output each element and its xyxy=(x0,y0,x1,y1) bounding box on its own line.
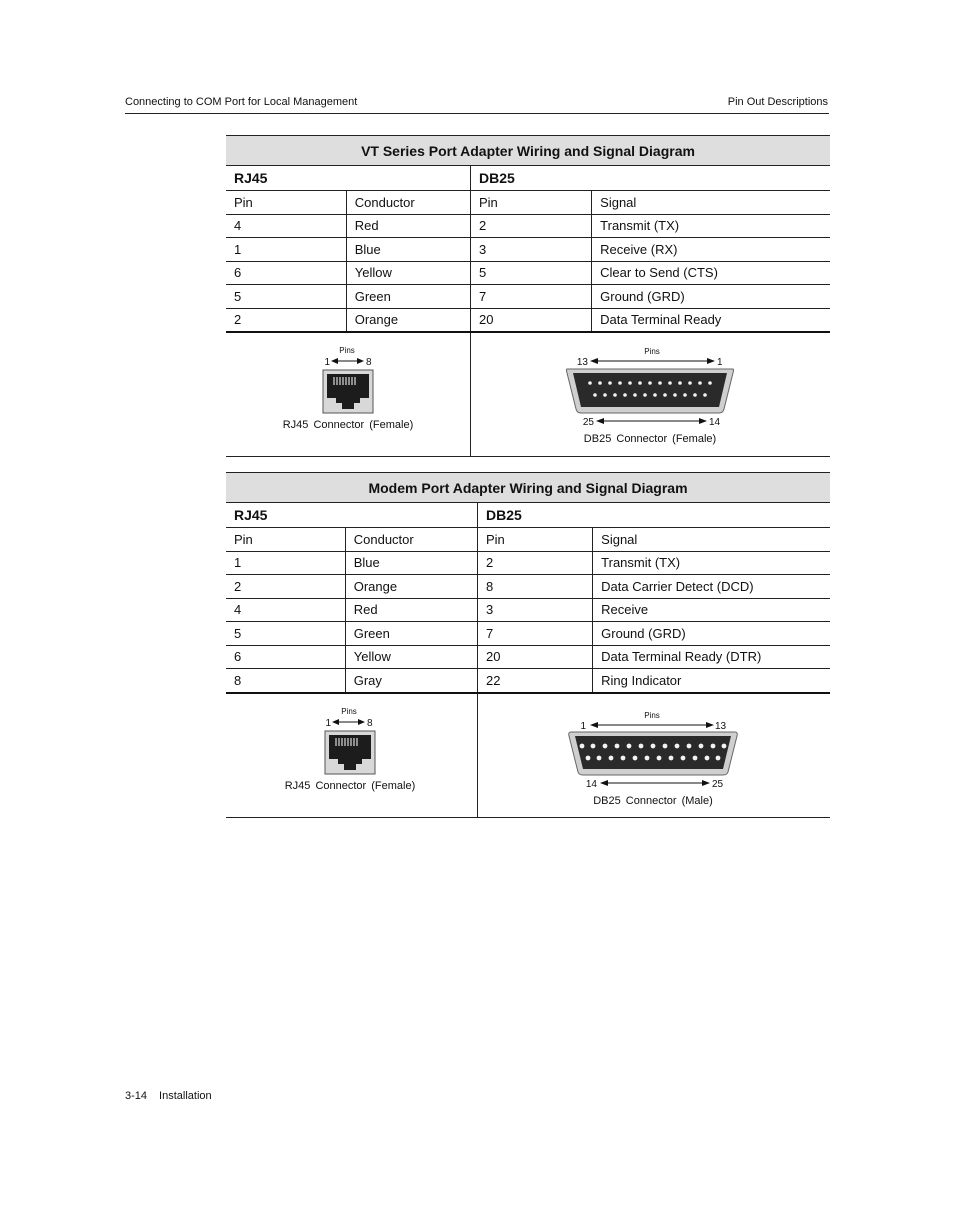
column-header: Signal xyxy=(592,191,830,215)
db25-female-port-icon xyxy=(567,369,734,413)
column-header: Pin xyxy=(478,528,593,552)
connector-diagram-row xyxy=(226,332,830,457)
table-cell: 7 xyxy=(471,285,592,309)
running-header-right: Pin Out Descriptions xyxy=(727,96,828,108)
table-cell: Transmit (TX) xyxy=(593,551,830,575)
rj45-diagram-cell xyxy=(226,332,471,457)
rj45-connector-diagram xyxy=(226,333,470,445)
table-cell: Orange xyxy=(345,575,477,599)
table-cell: 20 xyxy=(478,645,593,669)
table-row xyxy=(226,669,830,693)
table-cell: Data Terminal Ready xyxy=(592,308,830,332)
db25-caption: DB25 Connector (Female) xyxy=(583,433,717,445)
bottom-left-pin-label: 14 xyxy=(585,778,597,790)
table-cell: Transmit (TX) xyxy=(592,214,830,238)
table-cell: 22 xyxy=(478,669,593,693)
group-header-rj45: RJ45 xyxy=(226,166,471,191)
table-row xyxy=(226,551,830,575)
column-header: Pin xyxy=(226,528,345,552)
table-cell: 3 xyxy=(478,598,593,622)
table-cell: Ring Indicator xyxy=(593,669,830,693)
table-cell: Yellow xyxy=(345,645,477,669)
table-row xyxy=(226,308,830,332)
table-cell: 3 xyxy=(471,238,592,262)
table-cell: 8 xyxy=(478,575,593,599)
db25-male-port-icon xyxy=(569,732,738,775)
table-cell: 1 xyxy=(226,551,345,575)
bottom-right-pin-label: 25 xyxy=(712,778,724,790)
rj45-jack-icon xyxy=(325,731,375,774)
top-left-pin-label: 1 xyxy=(580,720,586,732)
double-arrow-icon xyxy=(600,780,710,786)
table-cell: Data Carrier Detect (DCD) xyxy=(593,575,830,599)
connector-diagram-row xyxy=(226,693,830,818)
rj45-caption: RJ45 Connector (Female) xyxy=(284,779,416,792)
double-arrow-icon xyxy=(332,719,365,725)
column-header-row xyxy=(226,528,830,552)
table-cell: 20 xyxy=(471,308,592,332)
double-arrow-icon xyxy=(331,358,364,364)
table-cell: Blue xyxy=(345,551,477,575)
table-cell: Ground (GRD) xyxy=(593,622,830,646)
table-cell: Receive (RX) xyxy=(592,238,830,262)
column-header: Conductor xyxy=(346,191,470,215)
table-cell: Red xyxy=(345,598,477,622)
modem-port-wiring-table xyxy=(226,472,830,818)
pins-label: Pins xyxy=(644,710,660,720)
pins-label: Pins xyxy=(644,347,660,356)
rj45-jack-icon xyxy=(323,370,373,413)
table-cell: 2 xyxy=(478,551,593,575)
table-cell: Ground (GRD) xyxy=(592,285,830,309)
table-row xyxy=(226,285,830,309)
column-header: Pin xyxy=(471,191,592,215)
header-rule xyxy=(125,113,829,114)
top-right-pin-label: 1 xyxy=(717,357,723,368)
table-row xyxy=(226,598,830,622)
footer-section: Installation xyxy=(159,1090,212,1102)
column-header: Signal xyxy=(593,528,830,552)
table-title: Modem Port Adapter Wiring and Signal Diagram xyxy=(226,473,830,503)
table-cell: 5 xyxy=(226,622,345,646)
group-header-db25: DB25 xyxy=(478,503,831,528)
double-arrow-icon xyxy=(596,418,707,424)
column-header: Conductor xyxy=(345,528,477,552)
top-left-pin-label: 13 xyxy=(576,357,588,368)
bottom-left-pin-label: 25 xyxy=(582,417,594,428)
table-row xyxy=(226,622,830,646)
table-cell: 8 xyxy=(226,669,345,693)
table-cell: Orange xyxy=(346,308,470,332)
column-header: Pin xyxy=(226,191,346,215)
table-cell: 6 xyxy=(226,261,346,285)
table-cell: Data Terminal Ready (DTR) xyxy=(593,645,830,669)
rj45-diagram-cell xyxy=(226,693,478,818)
table-row xyxy=(226,238,830,262)
table-cell: 5 xyxy=(471,261,592,285)
rj45-caption: RJ45 Connector (Female) xyxy=(282,419,414,431)
db25-connector-diagram xyxy=(471,333,830,453)
top-right-pin-label: 13 xyxy=(715,720,727,732)
page-footer xyxy=(125,1090,212,1102)
table-cell: Red xyxy=(346,214,470,238)
table-cell: 1 xyxy=(226,238,346,262)
table-cell: Green xyxy=(346,285,470,309)
pins-label: Pins xyxy=(341,706,357,716)
table-cell: 2 xyxy=(471,214,592,238)
table-row xyxy=(226,261,830,285)
table-row xyxy=(226,575,830,599)
bottom-right-pin-label: 14 xyxy=(709,417,721,428)
table-cell: 5 xyxy=(226,285,346,309)
table-cell: Blue xyxy=(346,238,470,262)
table-row xyxy=(226,645,830,669)
group-header-db25: DB25 xyxy=(471,166,831,191)
double-arrow-icon xyxy=(590,358,715,364)
table-cell: 2 xyxy=(226,308,346,332)
vt-series-wiring-table xyxy=(226,135,830,457)
pin-end-label: 8 xyxy=(367,717,373,729)
db25-diagram-cell xyxy=(478,693,831,818)
pin-start-label: 1 xyxy=(325,717,331,729)
table-cell: 4 xyxy=(226,598,345,622)
page-number: 3-14 xyxy=(125,1090,148,1102)
db25-connector-diagram xyxy=(478,694,830,814)
table-cell: Gray xyxy=(345,669,477,693)
table-row xyxy=(226,214,830,238)
table-cell: 7 xyxy=(478,622,593,646)
table-cell: 4 xyxy=(226,214,346,238)
table-title: VT Series Port Adapter Wiring and Signal Diagram xyxy=(226,136,830,166)
table-cell: Receive xyxy=(593,598,830,622)
rj45-connector-diagram xyxy=(226,694,477,806)
table-cell: 6 xyxy=(226,645,345,669)
db25-caption: DB25 Connector (Male) xyxy=(593,794,713,807)
table-cell: Clear to Send (CTS) xyxy=(592,261,830,285)
running-header-left: Connecting to COM Port for Local Management xyxy=(125,96,358,108)
group-header-rj45: RJ45 xyxy=(226,503,478,528)
table-cell: Green xyxy=(345,622,477,646)
pin-end-label: 8 xyxy=(366,357,372,368)
double-arrow-icon xyxy=(590,722,714,728)
db25-diagram-cell xyxy=(471,332,831,457)
table-cell: Yellow xyxy=(346,261,470,285)
table-cell: 2 xyxy=(226,575,345,599)
column-header-row xyxy=(226,191,830,215)
pin-start-label: 1 xyxy=(324,357,330,368)
pins-label: Pins xyxy=(339,346,355,355)
